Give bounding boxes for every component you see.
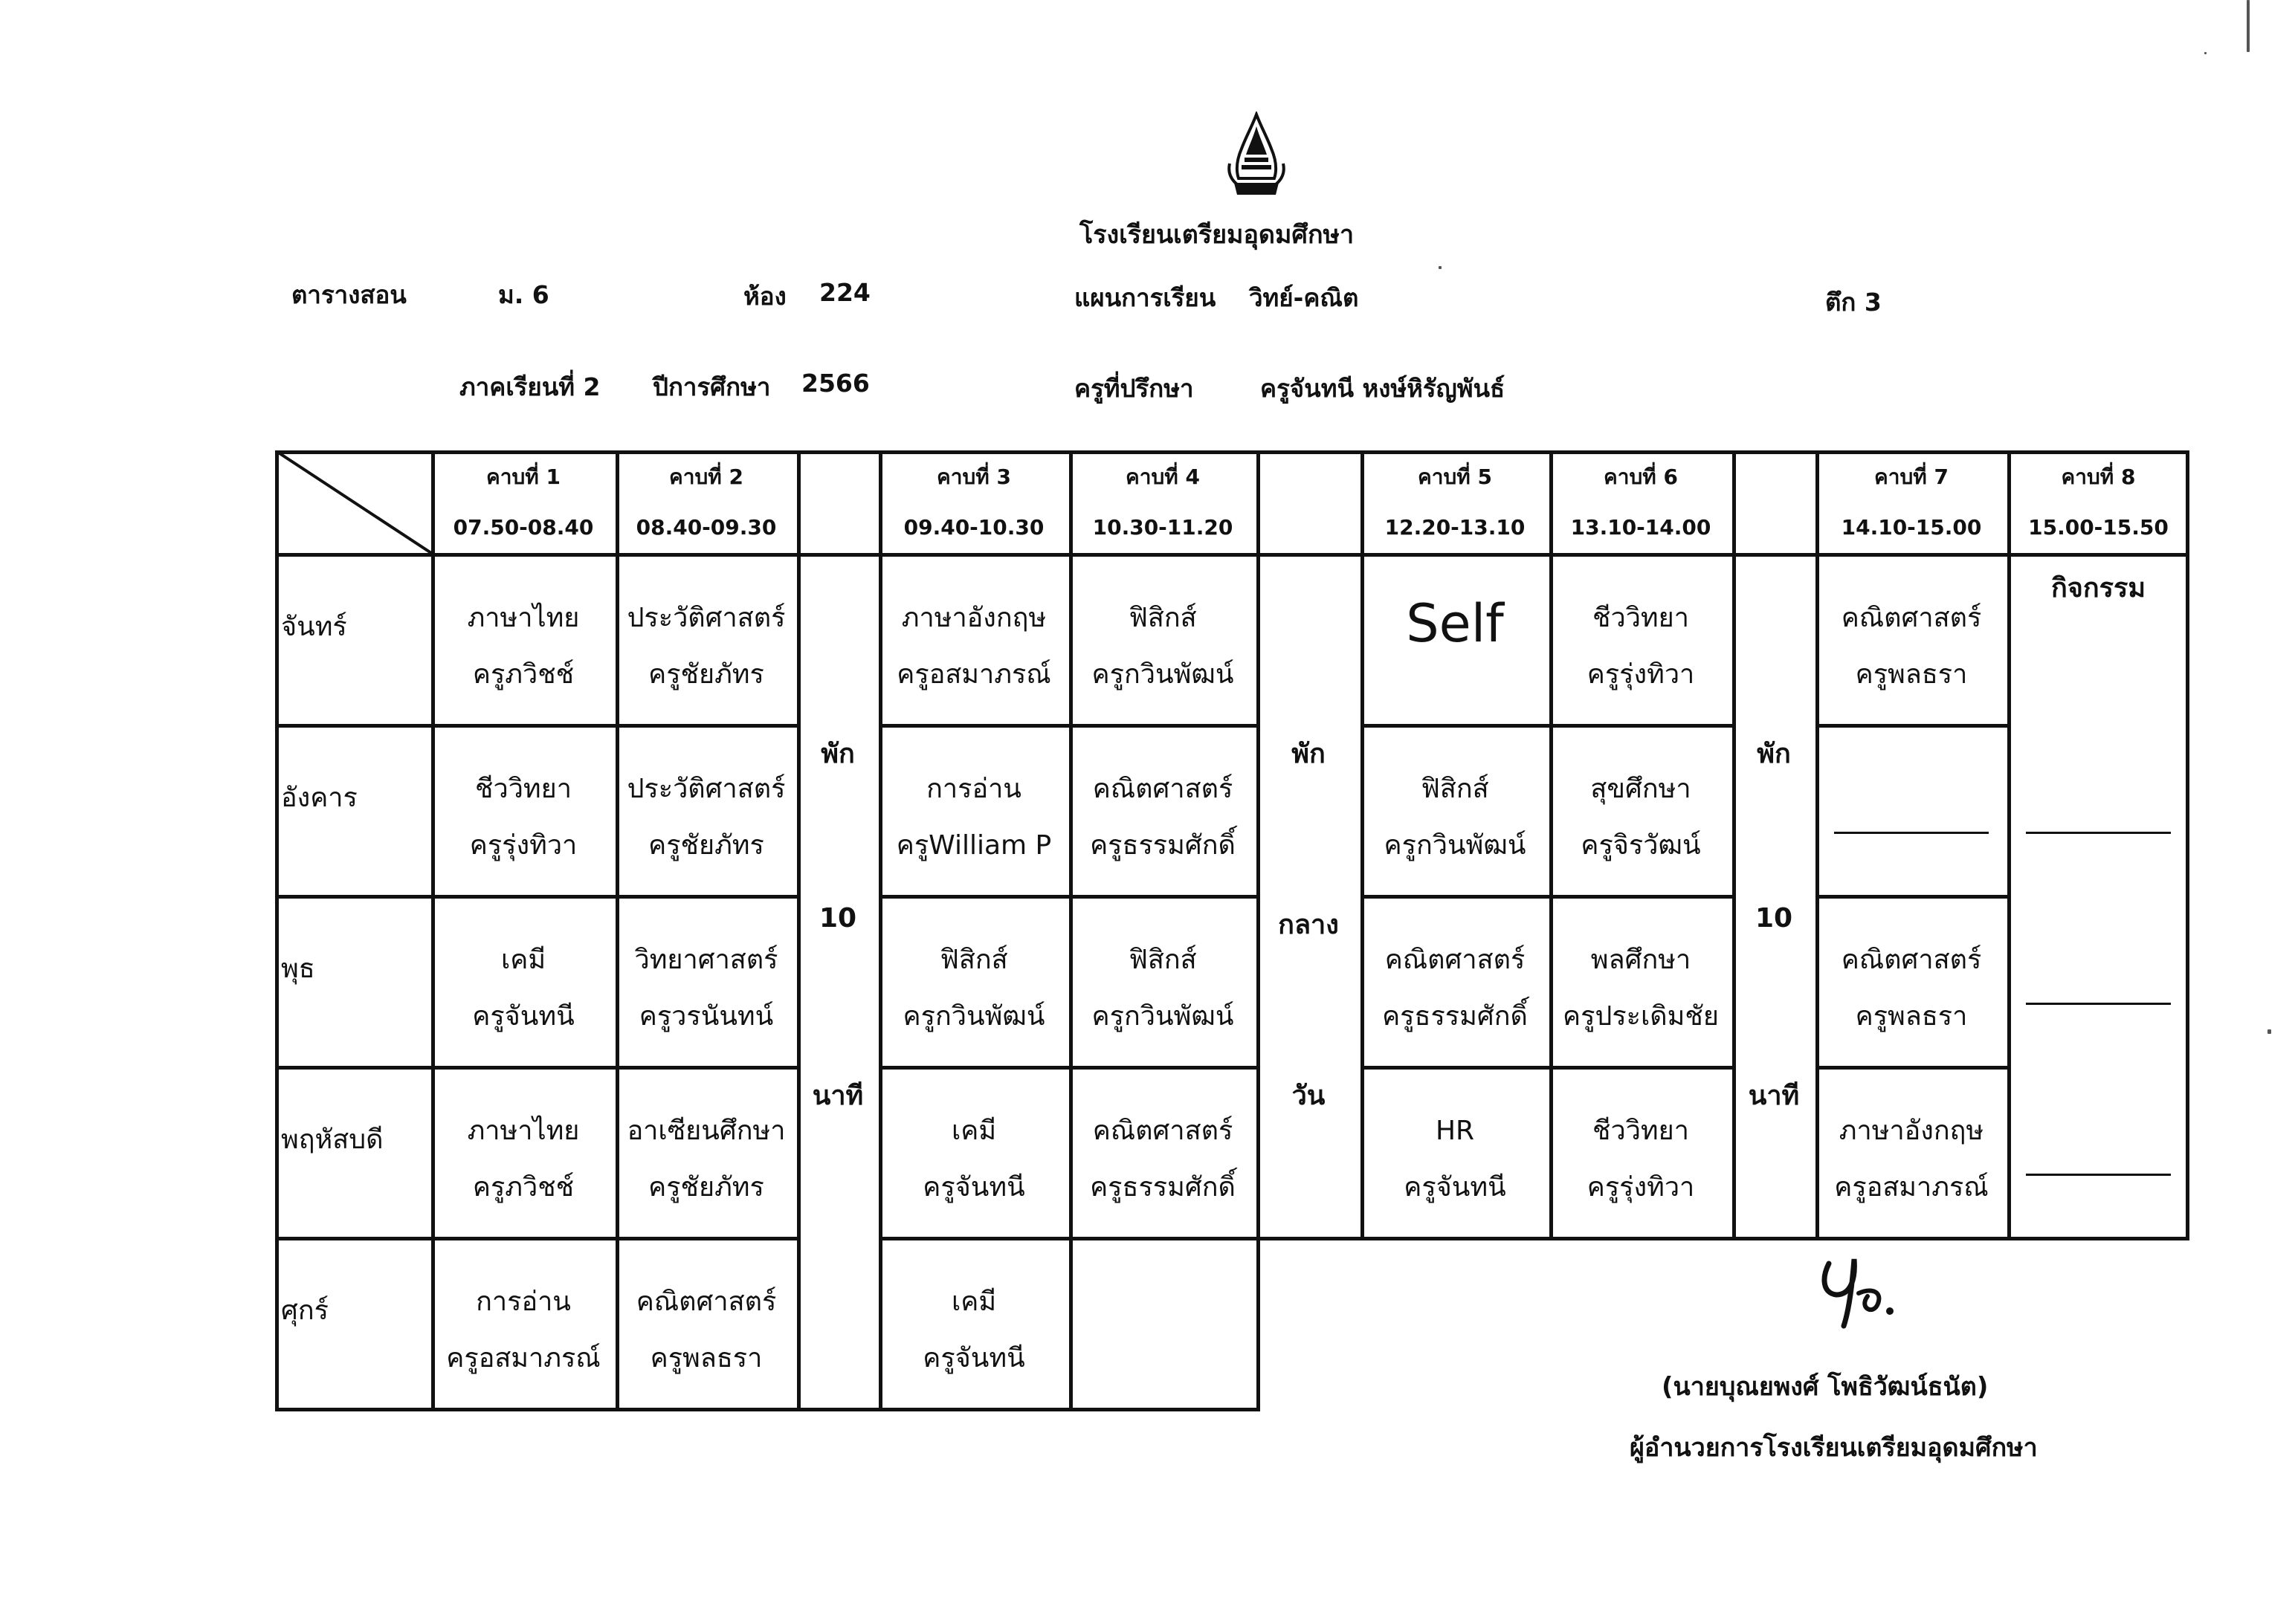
slot-subject: การอ่าน: [926, 774, 1021, 804]
row-rule: [275, 1237, 435, 1240]
period-label: คาบที่ 1: [486, 465, 561, 489]
corner-diagonal: [275, 450, 431, 553]
afternoon-break-label: นาที: [1748, 1081, 1800, 1111]
slot-teacher: ครูรุ่งทิวา: [1587, 1172, 1695, 1203]
slot-teacher: ครูอสมาภรณ์: [446, 1343, 601, 1374]
year: 2566: [801, 369, 870, 398]
slot-subject: คณิตศาสตร์: [1384, 945, 1526, 975]
slot-subject: อาเซียนศึกษา: [627, 1116, 786, 1146]
slot-subject: ฟิสิกส์: [1129, 945, 1197, 975]
slot-teacher: ครูรุ่งทิวา: [469, 830, 578, 861]
header-rule: [275, 553, 2189, 557]
slot-subject: ฟิสิกส์: [1421, 774, 1489, 804]
program: วิทย์-คณิต: [1249, 283, 1359, 312]
slot-teacher: ครูจันทนี: [1404, 1172, 1506, 1203]
day-label: ศุกร์: [281, 1295, 329, 1326]
slot-teacher: ครูจิรวัฒน์: [1581, 830, 1701, 861]
slot-subject: ประวัติศาสตร์: [627, 603, 786, 633]
slot-subject: ประวัติศาสตร์: [627, 774, 786, 804]
period-time: 08.40-09.30: [636, 515, 777, 540]
morning-break-label: นาที: [812, 1081, 864, 1111]
period-time: 07.50-08.40: [453, 515, 594, 540]
director-position: ผู้อำนวยการโรงเรียนเตรียมอุดมศึกษา: [1630, 1433, 2038, 1463]
slot-subject: สุขศึกษา: [1590, 774, 1691, 804]
row-rule: [879, 895, 1073, 899]
row-rule: [275, 724, 435, 728]
room-number: 224: [819, 278, 871, 307]
slot-teacher: ครูชัยภัทร: [648, 830, 764, 861]
afternoon-break-label: 10: [1755, 903, 1793, 934]
period-label: คาบที่ 4: [1126, 465, 1200, 489]
slot-teacher: ครูกวินพัฒน์: [1091, 659, 1234, 690]
slot-teacher: ครูกวินพัฒน์: [903, 1001, 1045, 1032]
schedule-label: ตารางสอน: [291, 280, 407, 309]
row-rule: [275, 895, 435, 899]
slot-teacher: ครูธรรมศักดิ์: [1090, 1172, 1236, 1203]
row-rule: [431, 724, 619, 728]
day-label: พฤหัสบดี: [281, 1125, 384, 1155]
slot-subject: เคมี: [951, 1116, 997, 1146]
lunch-break-label: วัน: [1291, 1081, 1326, 1111]
afternoon-break-label: พัก: [1757, 739, 1791, 769]
slot-teacher: ครูชัยภัทร: [648, 1172, 764, 1203]
scan-mark: [1439, 266, 1442, 269]
period-label: คาบที่ 2: [669, 465, 743, 489]
signature-mark-icon: [1814, 1249, 1911, 1330]
slot-subject: เคมี: [500, 945, 546, 975]
period-time: 14.10-15.00: [1841, 515, 1982, 540]
slot-teacher: ครูธรรมศักดิ์: [1382, 1001, 1528, 1032]
slot-subject: คณิตศาสตร์: [1092, 774, 1233, 804]
empty-slot-dash: [1834, 832, 1989, 834]
slot-teacher: ครูจันทนี: [923, 1343, 1025, 1374]
empty-slot-dash: [2026, 1003, 2171, 1005]
row-rule: [1815, 1066, 2011, 1070]
slot-teacher: ครูรุ่งทิวา: [1587, 659, 1695, 690]
day-label: พุธ: [281, 954, 315, 984]
period-time: 13.10-14.00: [1570, 515, 1711, 540]
table-bottom-border: [275, 1408, 1256, 1411]
row-rule: [1360, 724, 1553, 728]
row-rule: [1815, 895, 2011, 899]
slot-subject: คณิตศาสตร์: [1092, 1116, 1233, 1146]
slot-teacher: ครูกวินพัฒน์: [1384, 830, 1526, 861]
slot-teacher: ครูวรนันทน์: [639, 1001, 774, 1032]
row-rule: [616, 724, 801, 728]
slot-subject: ฟิสิกส์: [940, 945, 1008, 975]
slot-subject: ชีววิทยา: [475, 774, 572, 804]
slot-teacher: ครูพลธรา: [1855, 659, 1968, 690]
slot-teacher: ครูอสมาภรณ์: [897, 659, 1051, 690]
row-rule: [1069, 1237, 1260, 1240]
semester: ภาคเรียนที่ 2: [459, 372, 601, 401]
row-rule: [879, 724, 1073, 728]
director-name: (นายบุณยพงศ์ โพธิวัฒน์ธนัต): [1662, 1372, 1989, 1402]
row-rule: [1069, 895, 1260, 899]
period-label: คาบที่ 5: [1418, 465, 1492, 489]
grade: ม. 6: [498, 280, 549, 309]
building: ตึก 3: [1825, 288, 1882, 317]
lunch-break-label: กลาง: [1278, 910, 1339, 940]
slot-teacher: ครูภวิชช์: [472, 659, 575, 690]
slot-teacher: ครูพลธรา: [1855, 1001, 1968, 1032]
slot-teacher: ครูจันทนี: [923, 1172, 1025, 1203]
table-left-border: [275, 450, 279, 1411]
row-rule: [431, 1237, 619, 1240]
scan-mark: [2267, 1029, 2271, 1034]
row-rule: [616, 1066, 801, 1070]
row-rule: [1549, 1066, 1736, 1070]
year-label: ปีการศึกษา: [653, 372, 771, 401]
period-time: 09.40-10.30: [903, 515, 1045, 540]
period-time: 10.30-11.20: [1092, 515, 1233, 540]
column-rule: [1732, 450, 1736, 1240]
room-label: ห้อง: [743, 282, 787, 311]
row-rule: [879, 1237, 1073, 1240]
table-bottom-border: [1256, 1237, 2189, 1240]
row-rule: [1069, 724, 1260, 728]
period-label: คาบที่ 6: [1604, 465, 1678, 489]
slot-teacher: ครูธรรมศักดิ์: [1090, 830, 1236, 861]
morning-break-label: พัก: [821, 739, 855, 769]
school-name: โรงเรียนเตรียมอุดมศึกษา: [1079, 220, 1355, 250]
row-rule: [1815, 724, 2011, 728]
slot-teacher: ครูWilliam P: [896, 830, 1052, 861]
slot-subject: คณิตศาสตร์: [636, 1287, 777, 1317]
day-label: อังคาร: [281, 783, 358, 813]
slot-subject: ภาษาไทย: [467, 603, 580, 633]
slot-subject: Self: [1406, 593, 1504, 654]
slot-teacher: ครูพลธรา: [650, 1343, 763, 1374]
scan-mark: [2247, 0, 2250, 52]
slot-subject: คณิตศาสตร์: [1841, 945, 1982, 975]
slot-teacher: ครูภวิชช์: [472, 1172, 575, 1203]
slot-subject: ชีววิทยา: [1592, 603, 1689, 633]
slot-teacher: ครูจันทนี: [472, 1001, 575, 1032]
period-label: คาบที่ 7: [1874, 465, 1949, 489]
day-label: จันทร์: [281, 612, 347, 642]
school-emblem-icon: [1219, 111, 1294, 201]
slot-subject: วิทยาศาสตร์: [634, 945, 778, 975]
row-rule: [431, 895, 619, 899]
empty-slot-dash: [2026, 832, 2171, 834]
row-rule: [1069, 1066, 1260, 1070]
row-rule: [1549, 895, 1736, 899]
slot-subject: กิจกรรม: [2050, 573, 2146, 604]
slot-subject: ภาษาไทย: [467, 1116, 580, 1146]
row-rule: [616, 895, 801, 899]
slot-teacher: ครูชัยภัทร: [648, 659, 764, 690]
row-rule: [275, 1066, 435, 1070]
slot-subject: คณิตศาสตร์: [1841, 603, 1982, 633]
slot-subject: ฟิสิกส์: [1129, 603, 1197, 633]
period-time: 15.00-15.50: [2028, 515, 2169, 540]
slot-subject: ภาษาอังกฤษ: [1839, 1116, 1984, 1146]
advisor-label: ครูที่ปรึกษา: [1074, 374, 1194, 403]
slot-teacher: ครูอสมาภรณ์: [1834, 1172, 1989, 1203]
row-rule: [431, 1066, 619, 1070]
slot-subject: พลศึกษา: [1590, 945, 1691, 975]
row-rule: [1360, 1066, 1553, 1070]
row-rule: [879, 1066, 1073, 1070]
morning-break-label: 10: [819, 903, 857, 934]
empty-slot-dash: [2026, 1174, 2171, 1176]
slot-teacher: ครูกวินพัฒน์: [1091, 1001, 1234, 1032]
corner-diagonal-line: [275, 450, 431, 553]
period-label: คาบที่ 8: [2061, 465, 2136, 489]
row-rule: [1549, 724, 1736, 728]
advisor-name: ครูจันทนี หงษ์หิรัญพันธ์: [1260, 374, 1505, 403]
slot-subject: เคมี: [951, 1287, 997, 1317]
period-time: 12.20-13.10: [1384, 515, 1526, 540]
slot-subject: ภาษาอังกฤษ: [901, 603, 1047, 633]
slot-teacher: ครูประเดิมชัย: [1563, 1001, 1719, 1032]
slot-subject: การอ่าน: [476, 1287, 571, 1317]
scan-mark: [2204, 52, 2207, 54]
slot-subject: HR: [1435, 1116, 1475, 1146]
program-label: แผนการเรียน: [1074, 283, 1216, 312]
row-rule: [616, 1237, 801, 1240]
slot-subject: ชีววิทยา: [1592, 1116, 1689, 1146]
row-rule: [1360, 895, 1553, 899]
lunch-break-label: พัก: [1291, 739, 1326, 769]
period-label: คาบที่ 3: [937, 465, 1011, 489]
